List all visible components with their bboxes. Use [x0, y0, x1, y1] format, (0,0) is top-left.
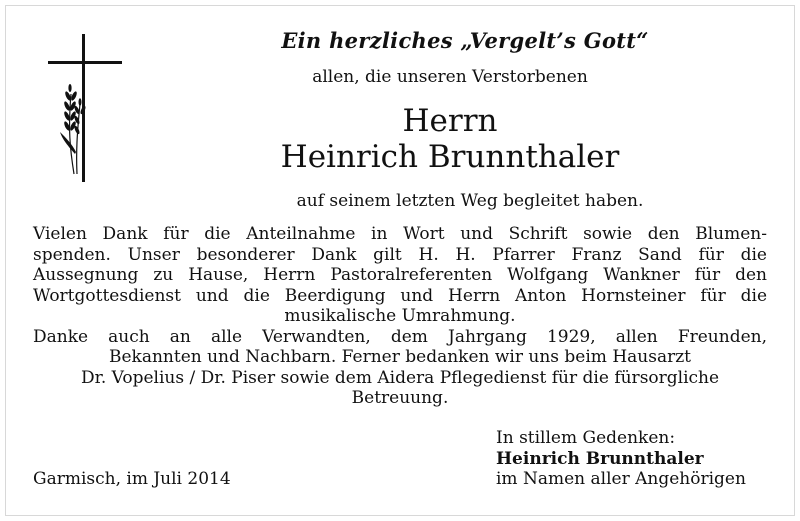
body-line: Aussegnung zu Hause, Herrn Pastoralreferenten Wolfgang Wankner für den — [33, 265, 767, 285]
closing-family: im Namen aller Angehörigen — [496, 469, 746, 489]
subline: allen, die unseren Verstorbenen — [312, 67, 588, 87]
honorific: Herrn — [402, 103, 498, 139]
body-line: Bekannten und Nachbarn. Ferner bedanken wir uns beim Hausarzt — [108, 347, 692, 367]
accompanied-line: auf seinem letzten Weg begleitet haben. — [296, 191, 644, 211]
deceased-name: Heinrich Brunnthaler — [280, 139, 620, 175]
body-line: spenden. Unser besonderer Dank gilt H. H. Pfarrer Franz Sand für die — [33, 244, 767, 265]
headline: Ein herzliches „Vergelt’s Gott“ — [281, 28, 649, 53]
closing-signature — [496, 428, 746, 490]
closing-name: Heinrich Brunnthaler — [496, 448, 704, 469]
closing-intro: In stillem Gedenken: — [496, 428, 676, 448]
body-line: Betreuung. — [351, 388, 449, 408]
thank-you-text — [33, 224, 767, 409]
body-line: musikalische Umrahmung. — [284, 306, 516, 326]
body-line: Wortgottesdienst und die Beerdigung und Herrn Anton Hornsteiner für die — [33, 285, 767, 306]
place-date: Garmisch, im Juli 2014 — [33, 469, 231, 489]
body-line: Vielen Dank für die Anteilnahme in Wort und Schrift sowie den Blumen- — [33, 224, 767, 244]
cross-with-wheat-icon — [44, 34, 124, 188]
body-line: Danke auch an alle Verwandten, dem Jahrgang 1929, allen Freunden, — [33, 326, 767, 347]
body-line: Dr. Vopelius / Dr. Piser sowie dem Aidera Pflegedienst für die fürsorgliche — [80, 367, 720, 388]
